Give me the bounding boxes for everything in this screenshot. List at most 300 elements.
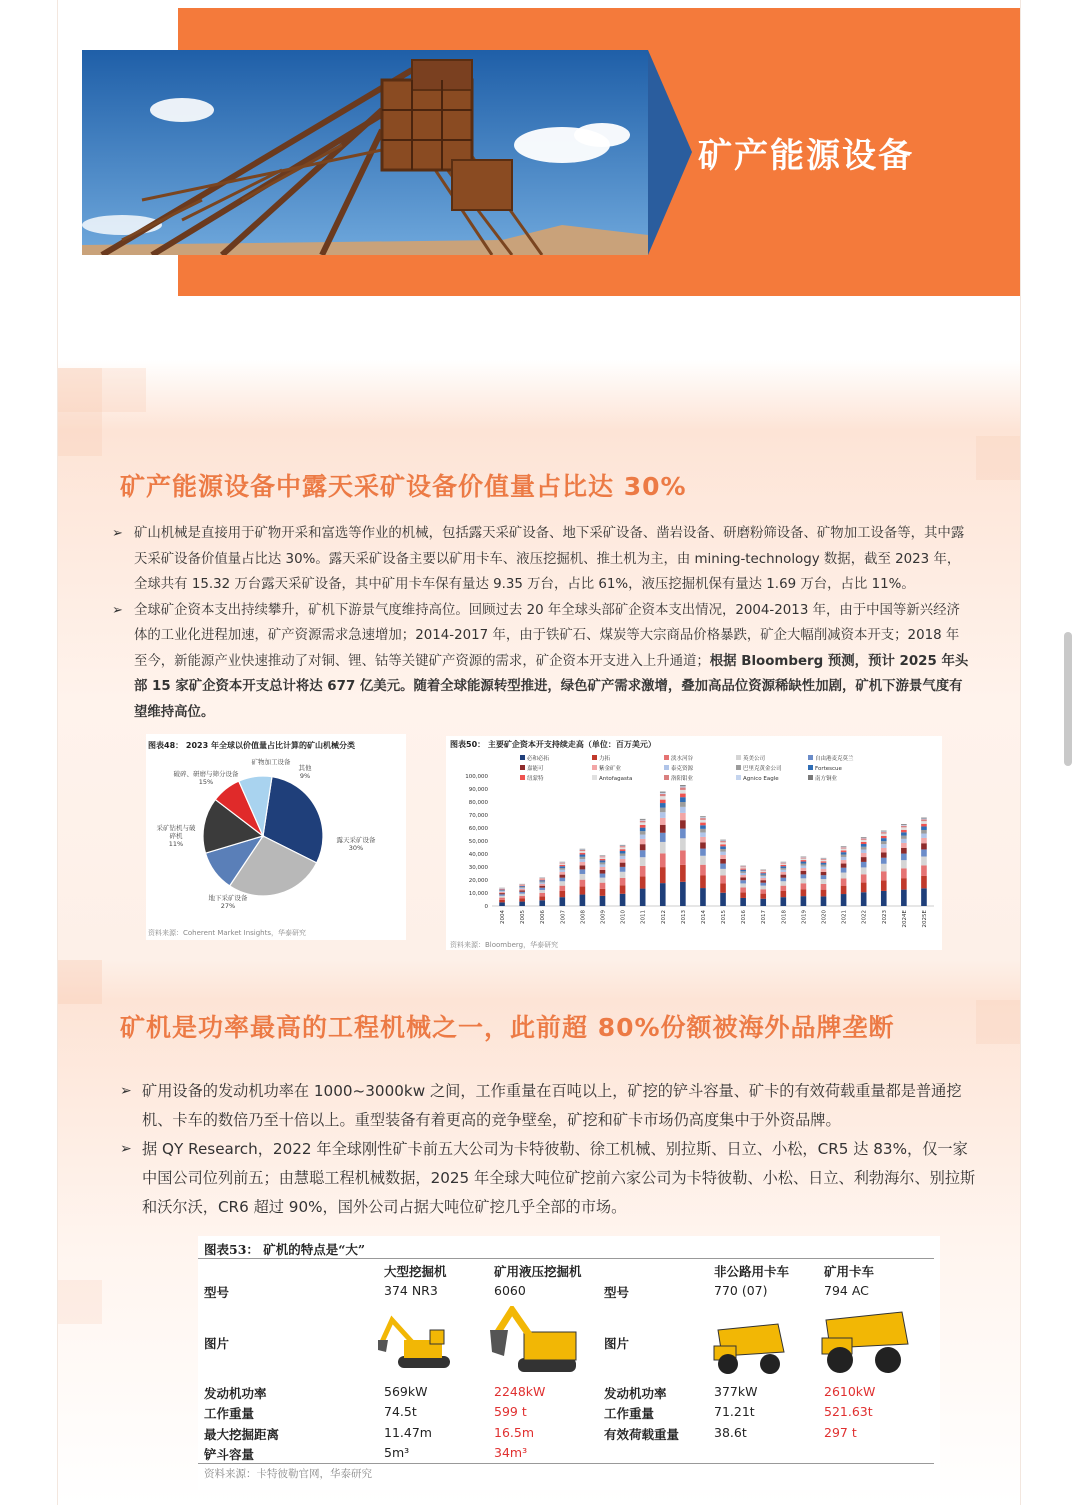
bar-segment: [760, 871, 766, 872]
x-tick-label: 2020: [821, 910, 828, 924]
bar-segment: [861, 847, 867, 850]
bar-chart-source: 资料来源：Bloomberg，华泰研究: [450, 941, 559, 949]
bar-segment: [620, 846, 626, 847]
bar-segment: [720, 840, 726, 841]
bar-segment: [821, 859, 827, 860]
bar-segment: [580, 874, 586, 880]
row-engine-power-left: 发动机功率: [204, 1386, 267, 1401]
decor-tile: [58, 960, 102, 1004]
bar-segment: [901, 827, 907, 829]
bar-segment: [660, 818, 666, 825]
bar-segment: [760, 872, 766, 873]
bar-segment: [700, 849, 706, 856]
legend-label: 自由港麦克莫兰: [815, 756, 854, 762]
bar-segment: [680, 807, 686, 813]
bar-segment: [781, 865, 787, 866]
bar-segment: [720, 883, 726, 892]
bar-segment: [821, 884, 827, 890]
bar-segment: [861, 837, 867, 838]
bar-segment: [600, 889, 606, 896]
bar-segment: [700, 829, 706, 833]
bar-segment: [660, 825, 666, 833]
bar-segment: [640, 866, 646, 876]
bar-segment: [921, 849, 927, 856]
bar-segment: [499, 889, 505, 890]
legend-swatch: [808, 755, 813, 760]
value-377kw: 377kW: [714, 1384, 758, 1399]
bar-segment: [821, 872, 827, 875]
bar-segment: [841, 850, 847, 852]
bar-segment: [821, 890, 827, 897]
bar-segment: [861, 840, 867, 842]
bar-segment: [781, 868, 787, 870]
bar-segment: [680, 820, 686, 828]
bar-chart-figure: [446, 736, 942, 950]
x-tick-label: 2013: [680, 910, 687, 924]
bar-segment: [539, 878, 545, 879]
bar-segment: [660, 853, 666, 867]
bar-segment: [580, 857, 586, 859]
bar-segment: [700, 818, 706, 820]
bar-segment: [901, 839, 907, 843]
bar-segment: [921, 865, 927, 876]
bar-segment: [640, 825, 646, 828]
bar-segment: [640, 844, 646, 850]
bar-segment: [620, 845, 626, 846]
bar-segment: [560, 875, 566, 878]
bar-segment: [921, 824, 927, 827]
bar-segment: [821, 865, 827, 867]
bar-segment: [921, 834, 927, 838]
bar-segment: [720, 876, 726, 884]
bar-segment: [620, 847, 626, 849]
bar-segment: [921, 876, 927, 888]
bar-segment: [901, 860, 907, 868]
bar-segment: [680, 829, 686, 839]
bar-segment: [720, 840, 726, 841]
bar-segment: [620, 867, 626, 872]
table-title: 图表53： 矿机的特点是“大”: [204, 1242, 366, 1257]
bar-segment: [600, 859, 606, 861]
bar-segment: [499, 894, 505, 895]
pie-chart-figure: [146, 734, 406, 940]
bar-segment: [861, 857, 867, 862]
bar-segment: [720, 846, 726, 849]
bar-segment: [539, 893, 545, 896]
bar-segment: [499, 891, 505, 892]
bar-segment: [499, 902, 505, 906]
section1-bullets: [110, 521, 970, 725]
bar-segment: [539, 883, 545, 884]
bar-segment: [760, 899, 766, 906]
bar-segment: [740, 867, 746, 868]
bar-segment: [781, 866, 787, 868]
legend-swatch: [808, 775, 813, 780]
bar-segment: [560, 881, 566, 885]
bar-segment: [680, 813, 686, 820]
bar-segment: [881, 834, 887, 836]
bar-segment: [580, 855, 586, 857]
bar-segment: [680, 865, 686, 882]
table-source: 资料来源：卡特彼勒官网，华泰研究: [204, 1468, 372, 1480]
value-16-5m: 16.5m: [494, 1425, 535, 1440]
bar-segment: [700, 837, 706, 842]
bar-segment: [740, 870, 746, 872]
bar-segment: [901, 878, 907, 889]
bar-segment: [700, 842, 706, 848]
bar-segment: [861, 838, 867, 839]
value-71-21t: 71.21t: [714, 1404, 755, 1419]
bar-segment: [499, 890, 505, 891]
bar-segment: [660, 794, 666, 796]
col-offroad-truck: 非公路用卡车: [714, 1264, 790, 1279]
legend-swatch: [664, 765, 669, 770]
bar-segment: [700, 825, 706, 829]
bar-segment: [841, 847, 847, 848]
x-tick-label: 2023: [881, 910, 888, 924]
bar-segment: [881, 844, 887, 848]
col-mining-hydraulic-excavator: 矿用液压挖掘机: [494, 1264, 582, 1279]
bar-segment: [861, 844, 867, 847]
bar-segment: [660, 883, 666, 906]
decor-tile: [58, 368, 102, 412]
legend-label: 淡水河谷: [671, 756, 694, 762]
bar-chart: [446, 750, 942, 950]
bar-segment: [881, 848, 887, 853]
bar-segment: [901, 825, 907, 826]
bar-segment: [901, 848, 907, 854]
bar-segment: [539, 880, 545, 881]
bar-segment: [861, 838, 867, 839]
bar-segment: [580, 859, 586, 862]
bar-segment: [600, 864, 606, 867]
row-weight-left: 工作重量: [204, 1406, 255, 1421]
bar-segment: [700, 888, 706, 906]
bar-segment: [921, 843, 927, 849]
bar-segment: [781, 863, 787, 864]
col-mining-truck: 矿用卡车: [824, 1264, 875, 1279]
bar-segment: [740, 883, 746, 887]
mining-hydraulic-excavator-image: [490, 1306, 582, 1378]
bar-segment: [901, 824, 907, 825]
bar-segment: [620, 856, 626, 859]
value-34m3: 34m³: [494, 1445, 528, 1460]
bar-segment: [640, 835, 646, 839]
bar-segment: [901, 830, 907, 832]
legend-label: 紫金矿业: [599, 766, 622, 772]
x-tick-label: 2021: [841, 910, 848, 924]
model-770: 770 (07): [714, 1283, 768, 1298]
bar-segment: [720, 852, 726, 855]
mining-machine-comparison-table: [198, 1236, 940, 1490]
bar-segment: [680, 797, 686, 802]
section1-bullet-2: [110, 598, 970, 726]
bar-segment: [881, 831, 887, 832]
bar-segment: [680, 794, 686, 798]
bar-segment: [881, 891, 887, 906]
bar-segment: [821, 879, 827, 884]
bar-segment: [881, 841, 887, 844]
bar-segment: [620, 872, 626, 878]
bar-segment: [660, 842, 666, 853]
bar-segment: [841, 873, 847, 879]
bar-segment: [881, 831, 887, 832]
bar-segment: [760, 873, 766, 874]
bar-segment: [560, 886, 566, 891]
bar-segment: [801, 865, 807, 867]
bar-segment: [519, 885, 525, 886]
bar-segment: [781, 872, 787, 875]
bar-segment: [580, 853, 586, 855]
bar-segment: [801, 860, 807, 861]
x-tick-label: 2022: [861, 910, 868, 924]
bar-segment: [720, 842, 726, 844]
document-page: [58, 0, 1020, 1505]
bar-segment: [600, 870, 606, 874]
x-tick-label: 2018: [781, 910, 788, 924]
table-divider: [198, 1258, 934, 1259]
y-tick-label: 30,000: [468, 865, 488, 871]
bar-segment: [560, 872, 566, 875]
x-tick-label: 2014: [700, 910, 707, 924]
value-599t: 599 t: [494, 1404, 527, 1419]
decor-tile: [102, 368, 146, 412]
bar-segment: [881, 880, 887, 891]
bar-segment: [841, 846, 847, 847]
section1-bullet-1: ➢ 矿山机械是直接用于矿物开采和富选等作业的机械，包括露天采矿设备、地下采矿设备、凿岩设备、研磨粉筛设备、矿物加工设备等，其中露天采矿设备价值量占比达 30%。露天采矿设备主要以矿用卡车、液压挖掘机、推土机为主，由 mining-technology 数据，截至 2023 年，全球共有 15.32 万台露天采矿设备，其中矿用卡车保有量达 9.35 万台，占比 61%，液压挖掘机保有量达 1.69 万台，占比 11%。: [110, 521, 970, 598]
legend-label: 必和必拓: [527, 756, 550, 762]
bar-segment: [539, 886, 545, 888]
bar-segment: [881, 864, 887, 872]
y-tick-label: 70,000: [468, 813, 488, 819]
bar-segment: [539, 900, 545, 906]
value-569kw: 569kW: [384, 1384, 428, 1399]
bar-segment: [841, 857, 847, 860]
legend-label: 泰克资源: [671, 766, 694, 772]
bar-segment: [560, 864, 566, 865]
pie-label-drilling: 采矿钻机与破碎机 11%: [156, 824, 196, 848]
pie-label-surface: 露天采矿设备 30%: [336, 836, 376, 852]
bar-segment: [760, 886, 766, 890]
bar-segment: [801, 896, 807, 906]
bar-segment: [620, 853, 626, 855]
bar-segment: [740, 877, 746, 880]
bar-segment: [640, 821, 646, 823]
bar-segment: [760, 894, 766, 899]
bar-segment: [841, 864, 847, 868]
bar-segment: [901, 832, 907, 835]
value-5m3: 5m³: [384, 1445, 410, 1460]
decor-tile: [58, 1280, 102, 1324]
row-model-left: 型号: [204, 1285, 230, 1300]
x-tick-label: 2012: [660, 910, 667, 924]
bar-segment: [700, 832, 706, 836]
bar-segment: [620, 863, 626, 867]
bar-segment: [720, 844, 726, 846]
bar-segment: [740, 898, 746, 906]
bar-segment: [580, 850, 586, 851]
bar-segment: [801, 889, 807, 896]
bar-segment: [560, 863, 566, 864]
x-tick-label: 2011: [640, 910, 647, 924]
bar-segment: [519, 890, 525, 892]
bar-segment: [921, 830, 927, 834]
bar-segment: [801, 878, 807, 883]
bar-segment: [740, 871, 746, 873]
x-tick-label: 2017: [761, 910, 768, 924]
bar-segment: [861, 867, 867, 874]
legend-label: Agnico Eagle: [743, 776, 779, 782]
bar-segment: [680, 788, 686, 790]
bar-segment: [539, 884, 545, 886]
row-payload: 有效荷载重量: [604, 1427, 680, 1442]
bar-segment: [580, 865, 586, 869]
bar-segment: [841, 894, 847, 906]
row-bucket-capacity: 铲斗容量: [204, 1447, 255, 1462]
bar-segment: [781, 897, 787, 906]
bar-segment: [841, 855, 847, 857]
bar-segment: [901, 843, 907, 848]
model-374nr3: 374 NR3: [384, 1283, 438, 1298]
bar-segment: [700, 817, 706, 818]
bar-segment: [580, 869, 586, 874]
banner-arrow-shape: [648, 50, 692, 255]
bar-segment: [700, 820, 706, 823]
large-excavator-image: [378, 1312, 464, 1376]
scrollbar-thumb[interactable]: [1064, 632, 1072, 766]
bar-segment: [539, 879, 545, 880]
bar-segment: [720, 859, 726, 864]
bar-segment: [539, 888, 545, 890]
bar-segment: [620, 885, 626, 894]
bar-segment: [680, 802, 686, 807]
bar-segment: [580, 895, 586, 906]
pie-label-other: 其他 9%: [298, 764, 312, 780]
bar-segment: [519, 898, 525, 901]
bar-segment: [781, 878, 787, 882]
bar-segment: [921, 856, 927, 865]
bar-segment: [760, 878, 766, 880]
bar-segment: [640, 857, 646, 866]
bar-segment: [539, 896, 545, 900]
bar-segment: [560, 868, 566, 870]
bar-segment: [841, 847, 847, 848]
bar-segment: [901, 854, 907, 861]
bar-segment: [781, 864, 787, 865]
bar-segment: [700, 856, 706, 865]
legend-swatch: [592, 765, 597, 770]
bar-segment: [821, 869, 827, 872]
legend-swatch: [592, 755, 597, 760]
bar-segment: [700, 876, 706, 889]
bar-segment: [781, 881, 787, 885]
bar-segment: [901, 836, 907, 839]
bar-segment: [841, 849, 847, 851]
x-tick-label: 2019: [801, 910, 808, 924]
bar-segment: [600, 857, 606, 859]
bar-segment: [660, 793, 666, 794]
bar-segment: [700, 865, 706, 876]
bar-segment: [519, 886, 525, 887]
value-2248kw: 2248kW: [494, 1384, 546, 1399]
value-297t: 297 t: [824, 1425, 857, 1440]
bar-segment: [560, 866, 566, 868]
bar-segment: [781, 891, 787, 897]
bar-segment: [740, 869, 746, 870]
value-521-63t: 521.63t: [824, 1404, 873, 1419]
bar-segment: [861, 883, 867, 893]
y-tick-label: 0: [484, 904, 488, 910]
bar-segment: [560, 891, 566, 897]
x-tick-label: 2007: [560, 910, 567, 924]
bar-segment: [620, 846, 626, 847]
bar-segment: [720, 849, 726, 852]
bar-segment: [580, 880, 586, 887]
bar-segment: [881, 838, 887, 841]
bar-segment: [600, 855, 606, 856]
bar-segment: [821, 860, 827, 861]
bar-segment: [841, 852, 847, 854]
bar-segment: [499, 898, 505, 900]
bar-segment: [740, 873, 746, 875]
model-794ac: 794 AC: [824, 1283, 869, 1298]
legend-label: 纽蒙特: [527, 776, 544, 782]
bar-segment: [600, 856, 606, 857]
bar-segment: [640, 889, 646, 906]
mining-truck-image: [818, 1308, 912, 1376]
y-tick-label: 40,000: [468, 852, 488, 858]
bar-segment: [499, 900, 505, 903]
bar-segment: [781, 875, 787, 878]
x-tick-label: 2009: [600, 910, 607, 924]
bar-segment: [901, 890, 907, 906]
bar-segment: [881, 871, 887, 880]
bar-segment: [499, 889, 505, 890]
legend-label: 力拓: [599, 756, 611, 762]
x-tick-label: 2006: [540, 910, 547, 924]
bar-segment: [600, 867, 606, 870]
bar-segment: [560, 878, 566, 882]
bar-segment: [680, 882, 686, 906]
bar-segment: [640, 828, 646, 831]
bar-segment: [680, 850, 686, 865]
bar-segment: [519, 888, 525, 889]
bar-segment: [740, 875, 746, 877]
bar-segment: [881, 836, 887, 838]
bar-segment: [760, 876, 766, 878]
pie-label-crushing: 破碎、研磨与筛分设备 15%: [173, 770, 239, 786]
bar-segment: [660, 803, 666, 808]
bar-segment: [640, 819, 646, 820]
bar-segment: [760, 880, 766, 883]
legend-label: 洛阳钼业: [671, 776, 694, 782]
bar-segment: [821, 863, 827, 865]
bar-segment: [881, 852, 887, 857]
legend-swatch: [520, 755, 525, 760]
bar-segment: [740, 887, 746, 892]
x-tick-label: 2005: [520, 910, 527, 924]
value-11-47m: 11.47m: [384, 1425, 432, 1440]
bar-segment: [700, 816, 706, 817]
decor-tile: [976, 1000, 1020, 1044]
y-tick-label: 50,000: [468, 839, 488, 845]
bar-chart-title: 图表50： 主要矿企资本开支持续走高（单位：百万美元）: [450, 740, 656, 749]
bar-segment: [499, 892, 505, 893]
y-tick-label: 80,000: [468, 800, 488, 806]
legend-swatch: [808, 765, 813, 770]
bar-segment: [861, 862, 867, 868]
row-weight-right: 工作重量: [604, 1406, 655, 1421]
